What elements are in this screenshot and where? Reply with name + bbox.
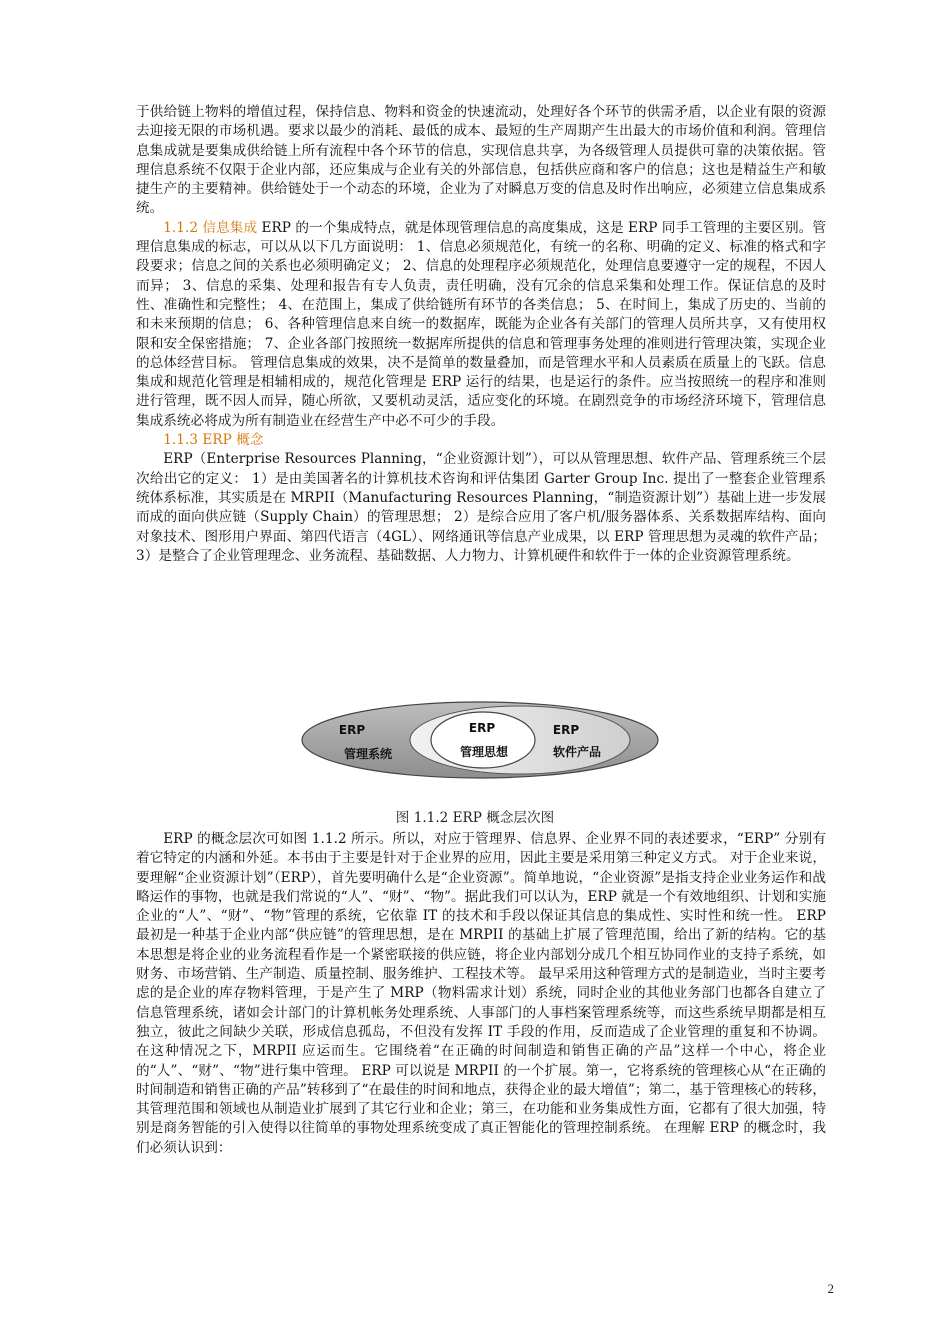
paragraph-info-integration-text: ERP 的一个集成特点，就是体现管理信息的高度集成，这是 ERP 同手工管理的主要区别。管理信息集成的标志，可以从以下几方面说明： 1、信息必须规范化，有统一的名称、明确的定义、标准的格式和字段要求；信息之间的关系也必须明确定义； 2、信息的处理程序必须规范化，处理信息要遵守一定的规程，不因人而异； 3、信息的采集、处理和报告有专人负责，责任明确，没有冗余的信息采集和处理工作。保证信息的及时性、准确性和完整性； 4、在范围上，集成了供给链所有环节的各类信息； 5、在时间上，集成了历史的、当前的和未来预期的信息； 6、各种管理信息来自统一的数据库，既能为企业各有关部门的管理人员所共享，又有使用权限和安全保密措施； 7、企业各部门按照统一数据库所提供的信息和管理事务处理的准则进行管理决策，实现企业的总体经营目标。 管理信息集成的效果，决不是简单的数量叠加，而是管理水平和人员素质在质量上的飞跃。信息集成和规范化管理是相辅相成的，规范化管理是 ERP 运行的结果，也是运行的条件。应当按照统一的程序和准则进行管理，既不因人而异，随心所欲，又要机动灵活，适应变化的环境。在剧烈竞争的市场经济环境下，管理信息集成系统必将成为所有制造业在经营生产中必不可少的手段。 <box>136 219 826 429</box>
body-text-bottom <box>136 830 826 1158</box>
section-heading-1-1-2: 1.1.2 信息集成 <box>163 219 258 236</box>
paragraph-erp-definition: ERP（Enterprise Resources Planning，“企业资源计划”），可以从管理思想、软件产品、管理系统三个层次给出它的定义： 1）是由美国著名的计算机技术咨询和评估集团 Garter Group Inc. 提出了一整套企业管理系统体系标准，其实质是在 MRPII（Manufacturing Resources Planning，“制造资源计划”）基础上进一步发展而成的面向供应链（Supply Chain）的管理思想； 2）是综合应用了客户机/服务器体系、关系数据库结构、面向对象技术、图形用户界面、第四代语言（4GL）、网络通讯等信息产业成果，以 ERP 管理思想为灵魂的软件产品； 3）是整合了企业管理理念、业务流程、基础数据、人力物力、计算机硬件和软件于一体的企业资源管理系统。 <box>136 451 826 564</box>
page-number: 2 <box>827 1281 834 1296</box>
erp-concept-diagram <box>300 700 660 780</box>
label-outer-erp: ERP <box>338 723 366 737</box>
paragraph-erp-levels: ERP 的概念层次可如图 1.1.2 所示。所以，对应于管理界、信息界、企业界不同的表述要求，“ERP” 分别有着它特定的内涵和外延。本书由于主要是针对于企业界的应用，因此主要是采用第三种定义方式。 对于企业来说，要理解“企业资源计划”（ERP），首先要明确什么是“企业资源”。简单地说，“企业资源”是指支持企业业务运作和战略运作的事物，也就是我们常说的“人”、“财”、“物”。据此我们可以认为，ERP 就是一个有效地组织、计划和实施企业的“人”、“财”、“物”管理的系统，它依靠 IT 的技术和手段以保证其信息的集成性、实时性和统一性。 ERP 最初是一种基于企业内部“供应链”的管理思想，是在 MRPII 的基础上扩展了管理范围，给出了新的结构。它的基本思想是将企业的业务流程看作是一个紧密联接的供应链，将企业内部划分成几个相互协同作业的支持子系统，如财务、市场营销、生产制造、质量控制、服务维护、工程技术等。 最早采用这种管理方式的是制造业，当时主要考虑的是企业的库存物料管理，于是产生了 MRP（物料需求计划）系统，同时企业的其他业务部门也都各自建立了信息管理系统，诸如会计部门的计算机帐务处理系统、人事部门的人事档案管理系统等，而这些系统早期都是相互独立，彼此之间缺少关联，形成信息孤岛，不但没有发挥 IT 手段的作用，反而造成了企业管理的重复和不协调。在这种情况之下，MRPII 应运而生。它围绕着“在正确的时间制造和销售正确的产品”这样一个中心，将企业的“人”、“财”、“物”进行集中管理。 ERP 可以说是 MRPII 的一个扩展。第一，它将系统的管理核心从“在正确的时间制造和销售正确的产品”转移到了“在最佳的时间和地点，获得企业的最大增值”；第二，基于管理核心的转移，其管理范围和领域也从制造业扩展到了其它行业和企业；第三，在功能和业务集成性方面，它都有了很大加强，特别是商务智能的引入使得以往简单的事物处理系统变成了真正智能化的管理控制系统。 在理解 ERP 的概念时，我们必须认识到： <box>136 831 826 1156</box>
label-management-system: 管理系统 <box>343 747 393 761</box>
section-heading-1-1-3: 1.1.3 ERP 概念 <box>163 432 264 449</box>
label-management-thought: 管理思想 <box>459 745 509 759</box>
label-software-product: 软件产品 <box>552 745 602 759</box>
label-inner-erp: ERP <box>468 721 496 735</box>
label-right-erp: ERP <box>552 723 580 737</box>
figure-caption: 图 1.1.2 ERP 概念层次图 <box>395 810 555 826</box>
paragraph-info-integration <box>136 219 826 431</box>
section-heading-1-1-3-line <box>136 431 826 450</box>
body-text-top <box>136 103 826 566</box>
paragraph-supply-chain: 于供给链上物料的增值过程，保持信息、物料和资金的快速流动，处理好各个环节的供需矛盾，以企业有限的资源去迎接无限的市场机遇。要求以最少的消耗、最低的成本、最短的生产周期产生出最大的市场价值和利润。管理信息集成就是要集成供给链上所有流程中各个环节的信息，实现信息共享，为各级管理人员提供可靠的决策依据。管理信息系统不仅限于企业内部，还应集成与企业有关的外部信息，包括供应商和客户的信息；这也是精益生产和敏捷生产的主要精神。供给链处于一个动态的环境，企业为了对瞬息万变的信息及时作出响应，必须建立信息集成系统。 <box>136 104 826 217</box>
